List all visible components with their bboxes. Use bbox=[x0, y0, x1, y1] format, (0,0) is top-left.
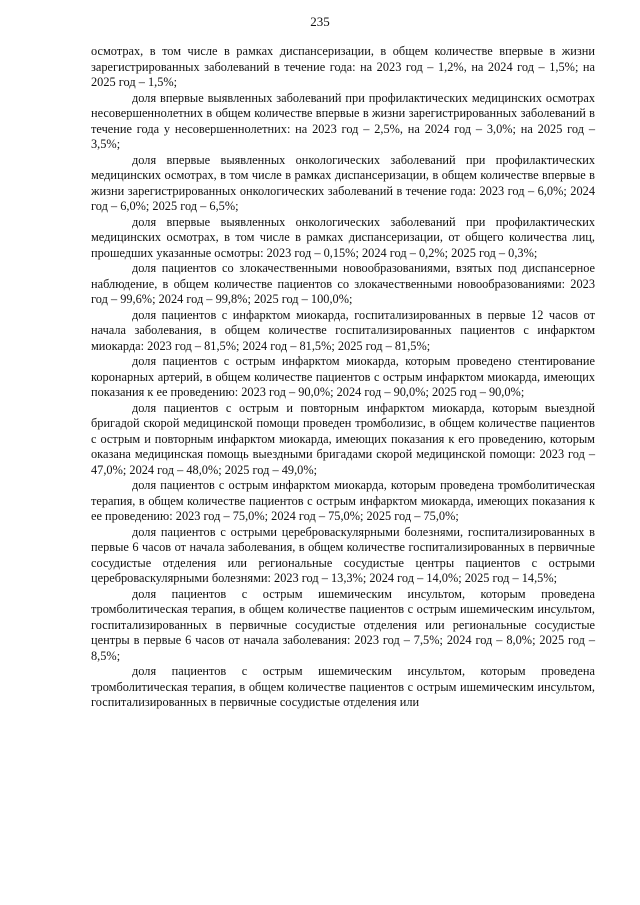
paragraph: доля впервые выявленных онкологических заболеваний при профилактических медицинских осмотрах, в том числе в рамках диспансеризации, от общего количества лиц, прошедших указанные осмотры: 2023 год – 0,15%; 2024 год – 0,2%; 2025 год – 0,3%; bbox=[91, 214, 595, 260]
paragraph: доля пациентов с острым инфарктом миокарда, которым проведена тромболитическая терапия, в общем количестве пациентов с острым инфарктом миокарда, имеющих показания к ее проведению: 2023 год – 75,0%; 2024 год – 75,0%; 2025 год – 75,0%; bbox=[91, 478, 595, 523]
document-body bbox=[91, 44, 595, 711]
paragraph: доля пациентов с острым ишемическим инсультом, которым проведена тромболитическая терапия, в общем количестве пациентов с острым ишемическим инсультом, госпитализированных в первичные сосудистые отделения или региональные сосудистые центры в первые 6 часов от начала заболевания: 2023 год – 7,5%; 2024 год – 8,0%; 2025 год – 8,5%; bbox=[91, 586, 595, 663]
paragraph: доля пациентов с острыми цереброваскулярными болезнями, госпитализированных в первые 6 часов от начала заболевания, в общем количестве госпитализированных в первичные сосудистые отделения или региональные сосудистые центры пациентов с острыми цереброваскулярными болезнями: 2023 год – 13,3%; 2024 год – 14,0%; 2025 год – 14,5%; bbox=[91, 524, 595, 585]
paragraph: доля пациентов с острым инфарктом миокарда, которым проведено стентирование коронарных артерий, в общем количестве пациентов с острым инфарктом миокарда, имеющих показания к ее проведению: 2023 год – 90,0%; 2024 год – 90,0%; 2025 год – 90,0%; bbox=[91, 354, 595, 399]
paragraph: доля пациентов с острым и повторным инфарктом миокарда, которым выездной бригадой скорой медицинской помощи проведен тромболизис, в общем количестве пациентов с острым и повторным инфарктом миокарда, имеющих показания к его проведению, которым оказана медицинская помощь выездными бригадами скорой медицинской помощи: 2023 год – 47,0%; 2024 год – 48,0%; 2025 год – 49,0%; bbox=[91, 400, 595, 477]
paragraph: доля впервые выявленных онкологических заболеваний при профилактических медицинских осмотрах, в том числе в рамках диспансеризации, в общем количестве впервые в жизни зарегистрированных онкологических заболеваний в течение года: 2023 год – 6,0%; 2024 год – 6,0%; 2025 год – 6,5%; bbox=[91, 152, 595, 213]
page-number: 235 bbox=[310, 14, 330, 29]
paragraph: доля пациентов со злокачественными новообразованиями, взятых под диспансерное наблюдение, в общем количестве пациентов со злокачественными новообразованиями: 2023 год – 99,6%; 2024 год – 99,8%; 2025 год – 100,0%; bbox=[91, 261, 595, 306]
paragraph: доля впервые выявленных заболеваний при профилактических медицинских осмотрах несовершеннолетних в общем количестве впервые в жизни зарегистрированных заболеваний в течение года у несовершеннолетних: на 2023 год – 2,5%, на 2024 год – 3,0%; на 2025 год – 3,5%; bbox=[91, 90, 595, 151]
paragraph-continuation: осмотрах, в том числе в рамках диспансеризации, в общем количестве впервые в жизни зарегистрированных заболеваний в течение года: на 2023 год – 1,2%, на 2024 год – 1,5%; на 2025 год – 1,5%; bbox=[91, 44, 595, 89]
paragraph-continued-next-page: доля пациентов с острым ишемическим инсультом, которым проведена тромболитическая терапия, в общем количестве пациентов с острым ишемическим инсультом, госпитализированных в первичные сосудистые отделения или bbox=[91, 664, 595, 709]
paragraph: доля пациентов с инфарктом миокарда, госпитализированных в первые 12 часов от начала заболевания, в общем количестве госпитализированных пациентов с инфарктом миокарда: 2023 год – 81,5%; 2024 год – 81,5%; 2025 год – 81,5%; bbox=[91, 307, 595, 353]
